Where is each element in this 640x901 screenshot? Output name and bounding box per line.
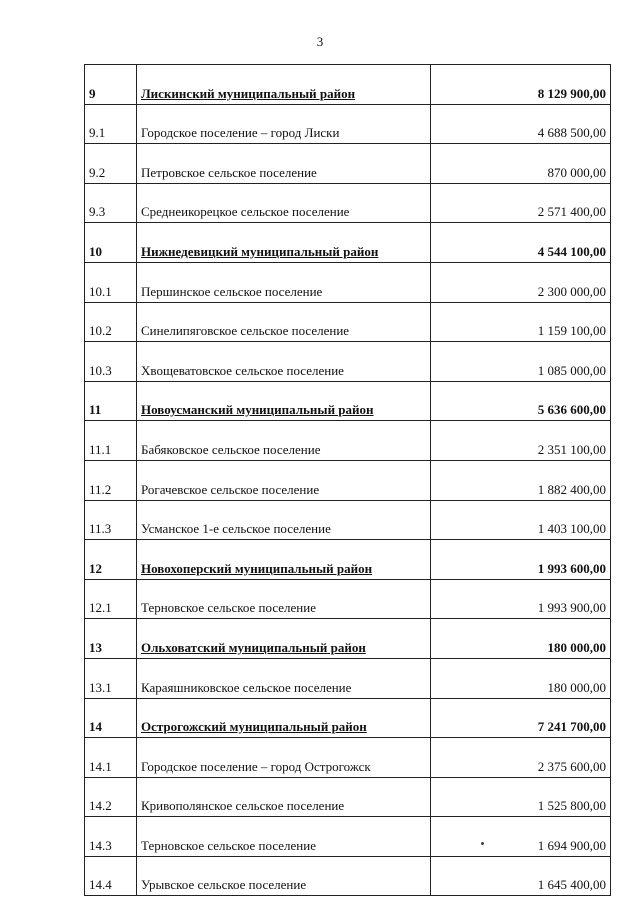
settlement-row — [85, 104, 611, 144]
row-amount-cell: 8 129 900,00 — [431, 65, 611, 105]
district-row — [85, 540, 611, 580]
row-amount-cell: 1 403 100,00 — [431, 500, 611, 540]
row-number-cell: 14.2 — [85, 777, 137, 817]
row-amount-cell: 180 000,00 — [431, 658, 611, 698]
row-number-cell: 12 — [85, 540, 137, 580]
row-amount-cell: 2 300 000,00 — [431, 262, 611, 302]
row-name-cell: Новохоперский муниципальный район — [137, 540, 431, 580]
district-row — [85, 223, 611, 263]
row-number-cell: 13.1 — [85, 658, 137, 698]
row-name-cell: Рогачевское сельское поселение — [137, 460, 431, 500]
settlement-row — [85, 500, 611, 540]
row-name-cell: Ольховатский муниципальный район — [137, 619, 431, 659]
allocation-table-body — [85, 65, 611, 896]
row-amount-cell: 1 882 400,00 — [431, 460, 611, 500]
row-name-cell: Синелипяговское сельское поселение — [137, 302, 431, 342]
row-name-cell: Кривополянское сельское поселение — [137, 777, 431, 817]
row-number-cell: 9.2 — [85, 144, 137, 184]
settlement-row — [85, 579, 611, 619]
row-amount-cell: 7 241 700,00 — [431, 698, 611, 738]
settlement-row — [85, 302, 611, 342]
row-amount-cell: 2 375 600,00 — [431, 738, 611, 778]
row-amount-cell: 1 159 100,00 — [431, 302, 611, 342]
row-number-cell: 11 — [85, 381, 137, 421]
row-name-cell: Бабяковское сельское поселение — [137, 421, 431, 461]
row-name-cell: Новоусманский муниципальный район — [137, 381, 431, 421]
row-amount-cell: 2 571 400,00 — [431, 183, 611, 223]
row-number-cell: 10.1 — [85, 262, 137, 302]
page-number: 3 — [316, 34, 324, 49]
row-name-cell: Терновское сельское поселение — [137, 817, 431, 857]
settlement-row — [85, 817, 611, 857]
settlement-row — [85, 262, 611, 302]
row-number-cell: 11.3 — [85, 500, 137, 540]
row-name-cell: Терновское сельское поселение — [137, 579, 431, 619]
row-number-cell: 10.3 — [85, 342, 137, 382]
settlement-row — [85, 738, 611, 778]
row-name-cell: Усманское 1-е сельское поселение — [137, 500, 431, 540]
row-number-cell: 9.3 — [85, 183, 137, 223]
settlement-row — [85, 777, 611, 817]
row-amount-cell: 180 000,00 — [431, 619, 611, 659]
row-number-cell: 11.2 — [85, 460, 137, 500]
row-number-cell: 14.4 — [85, 856, 137, 896]
settlement-row — [85, 183, 611, 223]
row-name-cell: Городское поселение – город Острогожск — [137, 738, 431, 778]
row-name-cell: Урывское сельское поселение — [137, 856, 431, 896]
district-row — [85, 619, 611, 659]
row-number-cell: 14 — [85, 698, 137, 738]
row-number-cell: 12.1 — [85, 579, 137, 619]
allocation-table — [84, 64, 611, 896]
row-amount-cell: 1 645 400,00 — [431, 856, 611, 896]
row-number-cell: 14.3 — [85, 817, 137, 857]
settlement-row — [85, 658, 611, 698]
settlement-row — [85, 460, 611, 500]
row-name-cell: Першинское сельское поселение — [137, 262, 431, 302]
row-number-cell: 10 — [85, 223, 137, 263]
row-amount-cell: 2 351 100,00 — [431, 421, 611, 461]
row-amount-cell: 1 085 000,00 — [431, 342, 611, 382]
row-name-cell: Лискинский муниципальный район — [137, 65, 431, 105]
row-name-cell: Среднеикорецкое сельское поселение — [137, 183, 431, 223]
row-name-cell: Караяшниковское сельское поселение — [137, 658, 431, 698]
row-amount-cell: 1 525 800,00 — [431, 777, 611, 817]
row-number-cell: 14.1 — [85, 738, 137, 778]
row-name-cell: Петровское сельское поселение — [137, 144, 431, 184]
row-number-cell: 10.2 — [85, 302, 137, 342]
row-amount-cell: 870 000,00 — [431, 144, 611, 184]
row-amount-cell: 1 694 900,00 — [431, 817, 611, 857]
settlement-row — [85, 144, 611, 184]
row-number-cell: 9.1 — [85, 104, 137, 144]
row-amount-cell: 1 993 900,00 — [431, 579, 611, 619]
row-amount-cell: 4 688 500,00 — [431, 104, 611, 144]
settlement-row — [85, 342, 611, 382]
district-row — [85, 698, 611, 738]
row-amount-cell: 1 993 600,00 — [431, 540, 611, 580]
row-number-cell: 11.1 — [85, 421, 137, 461]
row-amount-cell: 5 636 600,00 — [431, 381, 611, 421]
row-name-cell: Острогожский муниципальный район — [137, 698, 431, 738]
settlement-row — [85, 421, 611, 461]
row-number-cell: 9 — [85, 65, 137, 105]
row-name-cell: Городское поселение – город Лиски — [137, 104, 431, 144]
row-name-cell: Нижнедевицкий муниципальный район — [137, 223, 431, 263]
row-number-cell: 13 — [85, 619, 137, 659]
district-row — [85, 381, 611, 421]
row-name-cell: Хвощеватовское сельское поселение — [137, 342, 431, 382]
district-row — [85, 65, 611, 105]
row-amount-cell: 4 544 100,00 — [431, 223, 611, 263]
settlement-row — [85, 856, 611, 896]
stray-ink-mark — [481, 842, 484, 845]
